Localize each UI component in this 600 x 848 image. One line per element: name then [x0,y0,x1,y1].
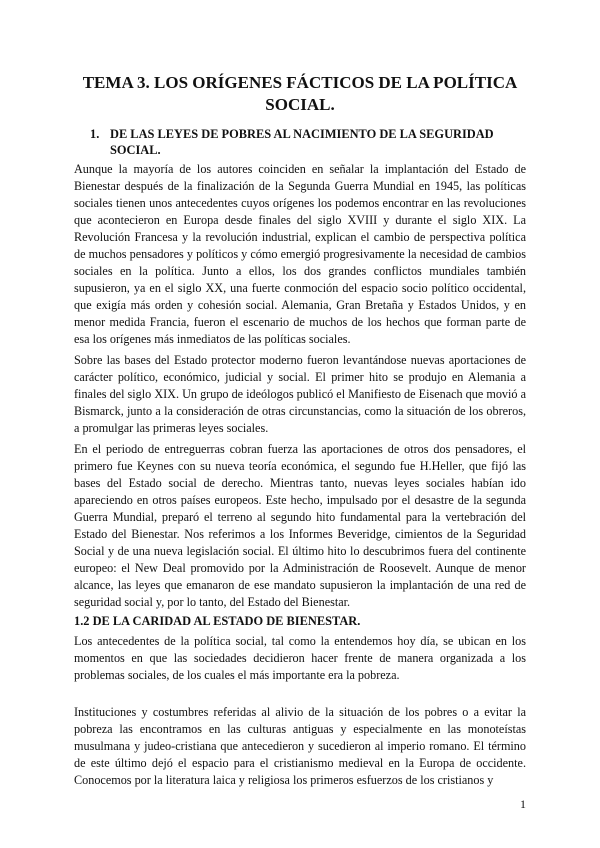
section-1-title: DE LAS LEYES DE POBRES AL NACIMIENTO DE LA SEGURIDAD SOCIAL. [110,127,494,157]
section-1-heading [90,126,520,158]
paragraph-3: En el periodo de entreguerras cobran fuerza las aportaciones de otros dos pensadores, el primero fue Keynes con su nueva teoría económica, el segundo fue H.Heller, que fijó las bases del Estado social de derecho. Mientras tanto, nuevas leyes sociales habían ido apareciendo en otros países europeos. Este hecho, impulsado por el desastre de la segunda Guerra Mundial, preparó el terreno al segundo hito fundamental para la vertebración del Estado del Bienestar. Nos referimos a los Informes Beveridge, cimientos de la Seguridad Social y de una nueva legislación social. El último hito lo descubrimos fuera del continente europeo: el New Deal promovido por la Administración de Roosevelt. Aunque de menor alcance, las leyes que emanaron de ese mandato supusieron la implantación de una red de seguridad social y, por lo tanto, del Estado del Bienestar. [74,442,526,609]
page-number: 1 [520,797,526,811]
paragraph-1: Aunque la mayoría de los autores coinciden en señalar la implantación del Estado de Bienestar después de la finalización de la Segunda Guerra Mundial en 1945, las políticas sociales tienen unos antecedentes cuyos orígenes los podemos encontrar en las revoluciones que acontecieron en Europa desde finales del siglo XVIII y durante el siglo XIX. La Revolución Francesa y la revolución industrial, explican el cambio de perspectiva política de muchos pensadores y políticos y cómo emergió progresivamente la necesidad de cambios sociales en la política. Junto a ellos, los dos grandes conflictos mundiales también supusieron, ya en el siglo XX, una fuerte conmoción del espacio socio político occidental, que exigía más orden y cohesión social. Alemania, Gran Bretaña y Estados Unidos, y en menor medida Francia, fueron el escenario de muchos de los hechos que forman parte de esa los orígenes más inmediatos de las políticas sociales. [74,162,526,346]
section-1-number: 1. [90,127,100,141]
paragraph-2: Sobre las bases del Estado protector moderno fueron levantándose nuevas aportaciones de carácter político, económico, judicial y social. El primer hito se produjo en Alemania a finales del siglo XIX. Un grupo de ideólogos publicó el Manifiesto de Eisenach que movió a Bismarck, junto a la consideración de otras circunstancias, como la situación de los obreros, a promulgar las primeras leyes sociales. [74,353,526,435]
paragraph-4: Los antecedentes de la política social, tal como la entendemos hoy día, se ubican en los momentos en que las sociedades decidieron hacer frente de manera organizada a los problemas sociales, de los cuales el más importante era la pobreza. [74,634,526,682]
paragraph-5: Instituciones y costumbres referidas al alivio de la situación de los pobres o a evitar la pobreza las encontramos en las culturas antiguas y especialmente en las monoteístas musulmana y judeo-cristiana que antecedieron y sucedieron al imperio romano. El término de este último dejó el espacio para el cristianismo medieval en la Europa de occidente. Conocemos por la literatura laica y religiosa los primeros esfuerzos de los cristianos y [74,705,526,787]
document-title: TEMA 3. LOS ORÍGENES FÁCTICOS DE LA POLÍTICA SOCIAL. [82,73,518,114]
section-1-2-heading: 1.2 DE LA CARIDAD AL ESTADO DE BIENESTAR. [74,614,361,628]
